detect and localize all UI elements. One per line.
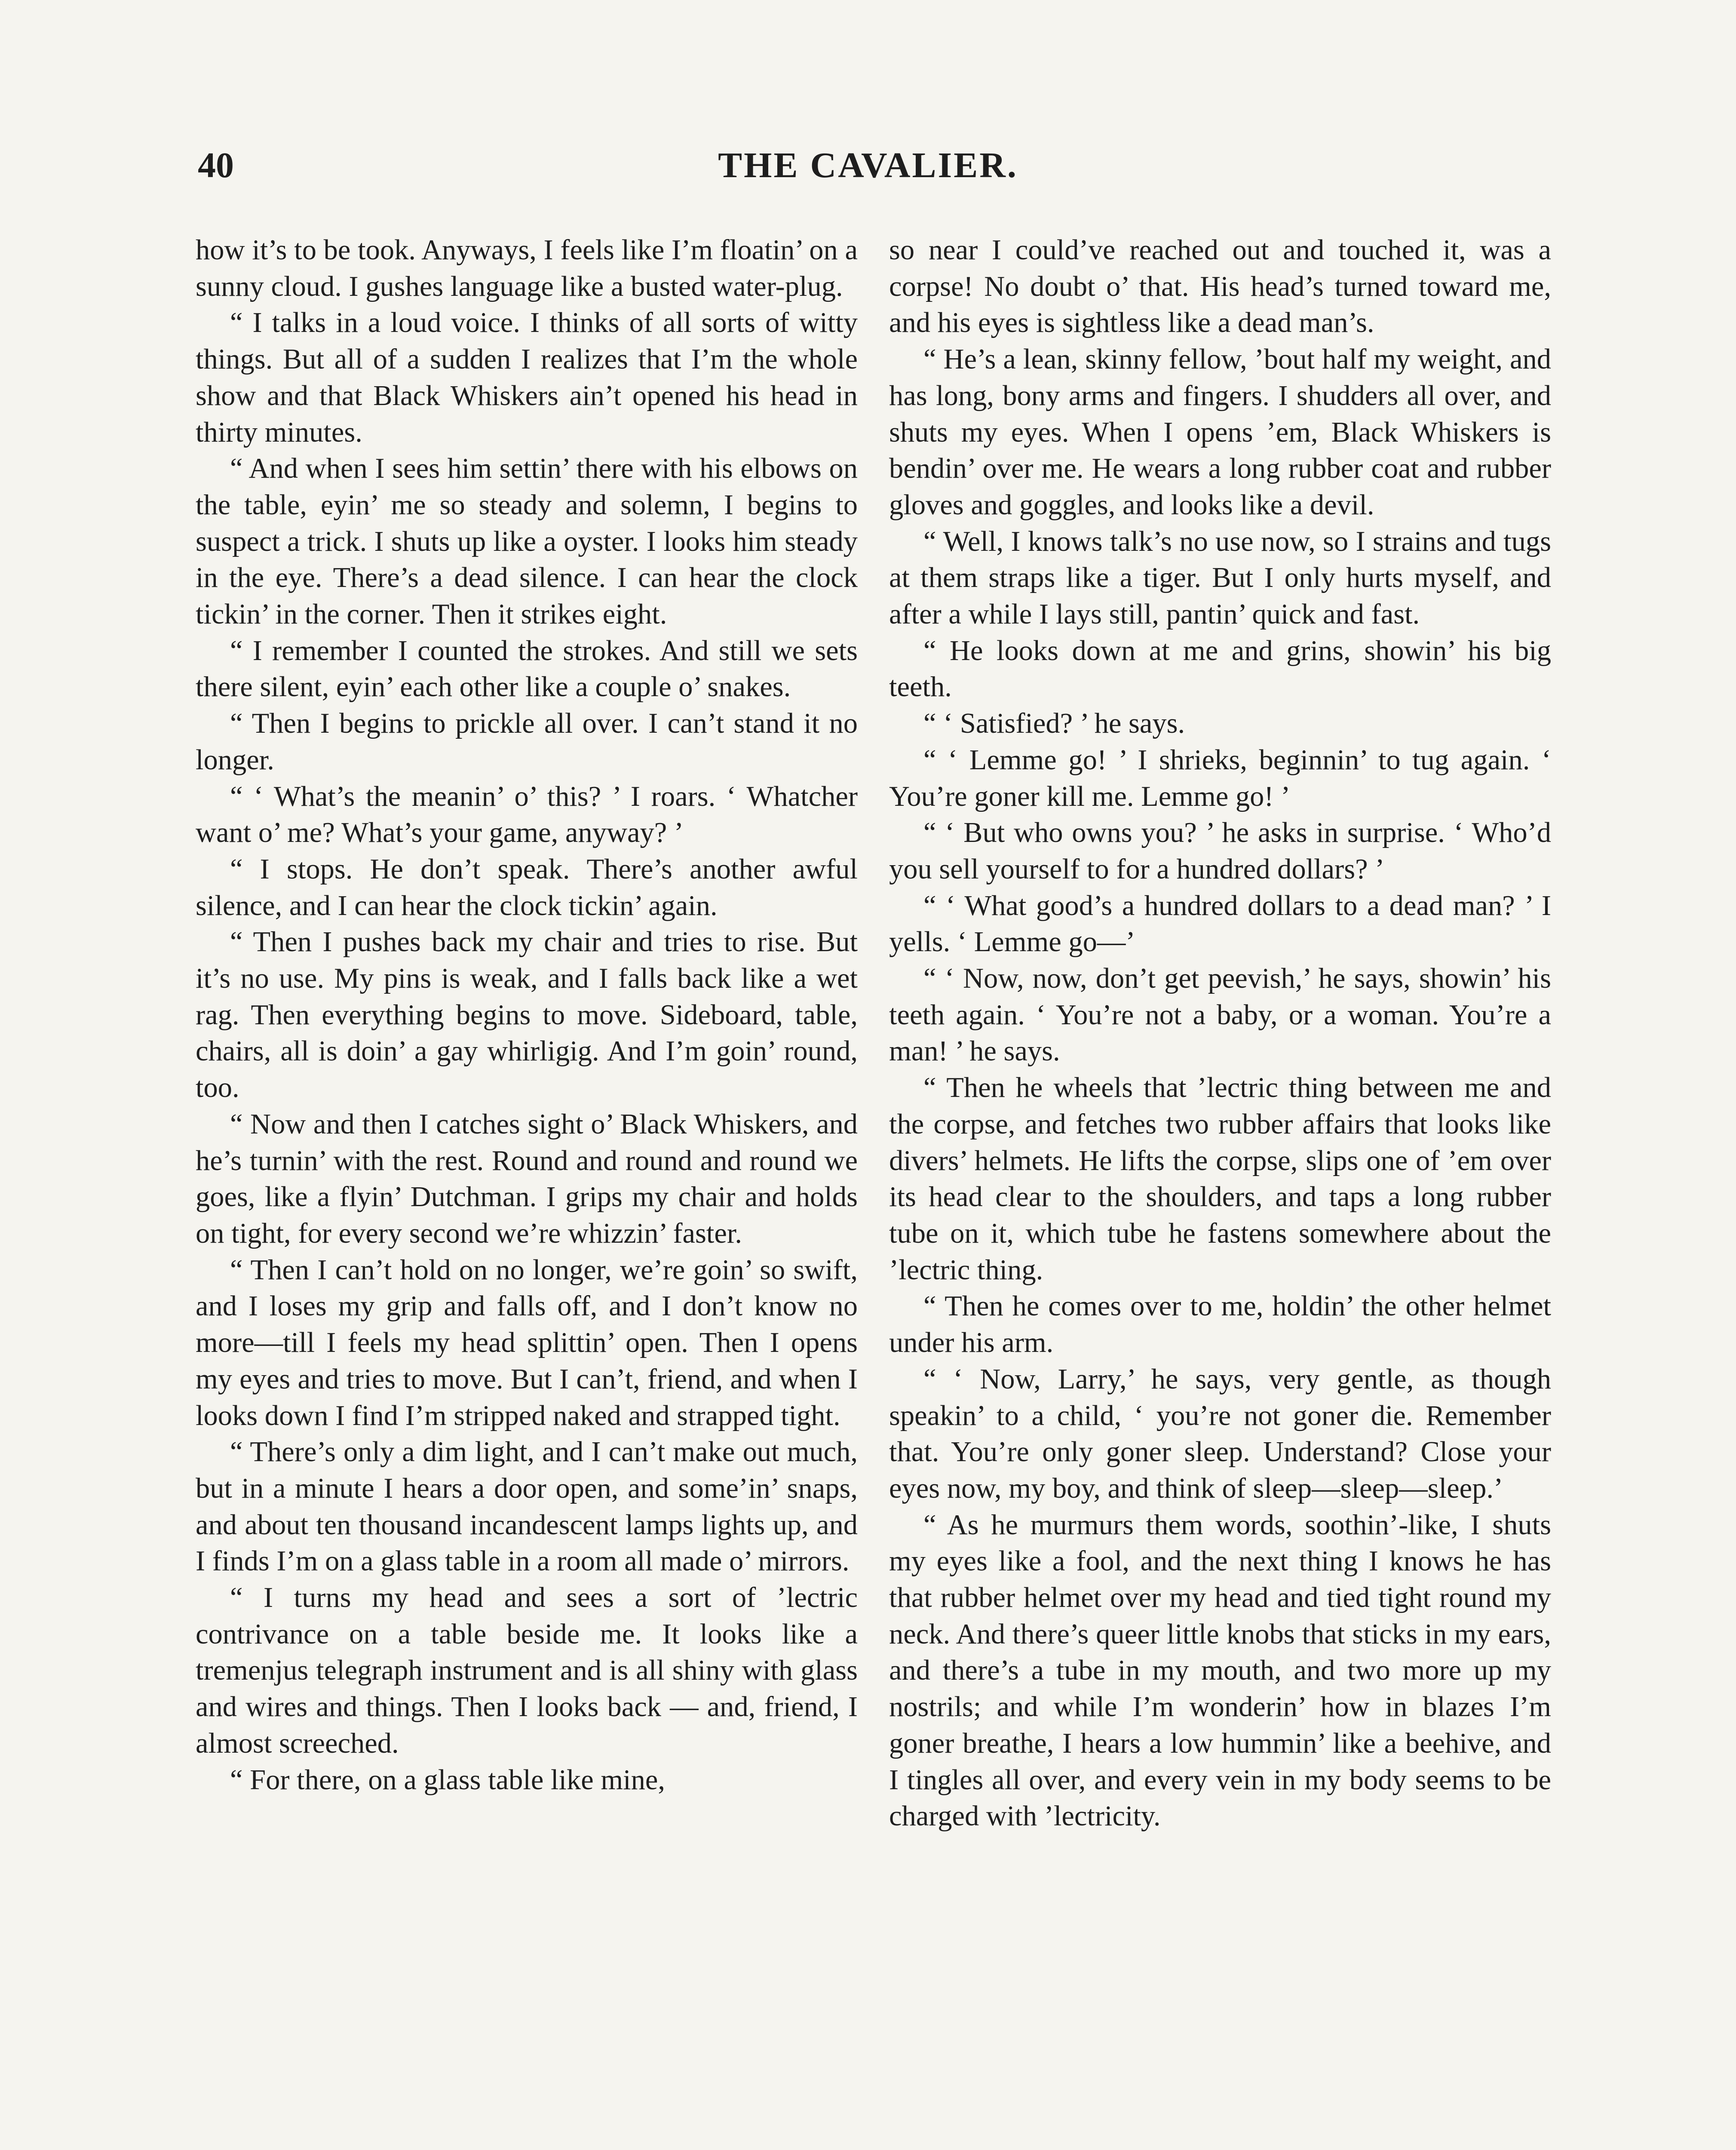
paragraph: “ I remember I counted the strokes. And still we sets there silent, eyin’ each other like a couple o’ snakes. xyxy=(196,635,858,703)
page-header xyxy=(198,142,1538,189)
paragraph: “ I talks in a loud voice. I thinks of all sorts of witty things. But all of a sudden I realizes that I’m the whole show and that Black Whiskers ain’t opened his head in thirty minutes. xyxy=(196,307,858,448)
paragraph: “ ‘ Now, now, don’t get peevish,’ he says, showin’ his teeth again. ‘ You’re not a baby, or a woman. You’re a man! ’ he says. xyxy=(889,963,1551,1067)
paragraph: “ Then he wheels that ’lectric thing between me and the corpse, and fetches two rubber affairs that looks like divers’ helmets. He lifts the corpse, slips one of ’em over its head clear to the shoulders, and taps a long rubber tube on it, which tube he fastens somewhere about the ’lectric thing. xyxy=(889,1072,1551,1286)
paragraph: “ ‘ Satisfied? ’ he says. xyxy=(923,708,1185,740)
page-number: 40 xyxy=(198,145,234,185)
paragraph: “ Then I pushes back my chair and tries to rise. But it’s no use. My pins is weak, and I falls back like a wet rag. Then everything begins to move. Sideboard, table, chairs, all is doin’ a gay whirligig. And I’m goin’ round, too. xyxy=(196,926,858,1104)
paragraph: so near I could’ve reached out and touched it, was a corpse! No doubt o’ that. His head’s turned toward me, and his eyes is sightless like a dead man’s. xyxy=(889,234,1551,339)
paragraph: “ Then I begins to prickle all over. I can’t stand it no longer. xyxy=(196,708,858,776)
paragraph: “ For there, on a glass table like mine, xyxy=(230,1764,665,1796)
right-text-column xyxy=(889,232,1551,1835)
paragraph: “ And when I sees him settin’ there with his elbows on the table, eyin’ me so steady and solemn, I begins to suspect a trick. I shuts up like a oyster. I looks him steady in the eye. There’s a dead silence. I can hear the clock tickin’ in the corner. Then it strikes eight. xyxy=(196,453,858,630)
paragraph: “ ‘ What good’s a hundred dollars to a dead man? ’ I yells. ‘ Lemme go—’ xyxy=(889,890,1551,958)
paragraph: “ As he murmurs them words, soothin’-like, I shuts my eyes like a fool, and the next thing I knows he has that rubber helmet over my head and tied tight round my neck. And there’s queer little knobs that sticks in my ears, and there’s a tube in my mouth, and two more up my nostrils; and while I’m wonderin’ how in blazes I’m goner breathe, I hears a low hummin’ like a beehive, and I tingles all over, and every vein in my body seems to be charged with ’lectricity. xyxy=(889,1509,1551,1832)
paragraph: “ ‘ Lemme go! ’ I shrieks, beginnin’ to tug again. ‘ You’re goner kill me. Lemme go! ’ xyxy=(889,744,1551,812)
running-title: THE CAVALIER. xyxy=(718,145,1018,185)
paragraph: how it’s to be took. Anyways, I feels like I’m floatin’ on a sunny cloud. I gushes language like a busted water-plug. xyxy=(196,234,858,302)
paragraph: “ Then I can’t hold on no longer, we’re goin’ so swift, and I loses my grip and falls off, and I don’t know no more—till I feels my head splittin’ open. Then I opens my eyes and tries to move. But I can’t, friend, and when I looks down I find I’m stripped naked and strapped tight. xyxy=(196,1254,858,1431)
paragraph: “ Now and then I catches sight o’ Black Whiskers, and he’s turnin’ with the rest. Round and round and round we goes, like a flyin’ Dutchman. I grips my chair and holds on tight, for every second we’re whizzin’ faster. xyxy=(196,1108,858,1249)
paragraph: “ He’s a lean, skinny fellow, ’bout half my weight, and has long, bony arms and fingers. I shudders all over, and shuts my eyes. When I opens ’em, Black Whiskers is bendin’ over me. He wears a long rubber coat and rubber gloves and goggles, and looks like a devil. xyxy=(889,344,1551,521)
paragraph: “ There’s only a dim light, and I can’t make out much, but in a minute I hears a door open, and some’in’ snaps, and about ten thousand incandescent lamps lights up, and I finds I’m on a glass table in a room all made o’ mirrors. xyxy=(196,1436,858,1577)
paragraph: “ ‘ Now, Larry,’ he says, very gentle, as though speakin’ to a child, ‘ you’re not goner die. Remember that. You’re only goner sleep. Understand? Close your eyes now, my boy, and think of sleep—sleep—sleep.’ xyxy=(889,1363,1551,1504)
paragraph: “ Then he comes over to me, holdin’ the other helmet under his arm. xyxy=(889,1290,1551,1359)
paragraph: “ ‘ What’s the meanin’ o’ this? ’ I roars. ‘ Whatcher want o’ me? What’s your game, anyway? ’ xyxy=(196,780,858,849)
paragraph: “ ‘ But who owns you? ’ he asks in surprise. ‘ Who’d you sell yourself to for a hundred dollars? ’ xyxy=(889,817,1551,885)
paragraph: “ I turns my head and sees a sort of ’lectric contrivance on a table beside me. It looks like a tremenjus telegraph instrument and is all shiny with glass and wires and things. Then I looks back — and, friend, I almost screeched. xyxy=(196,1582,858,1759)
paragraph: “ Well, I knows talk’s no use now, so I strains and tugs at them straps like a tiger. But I only hurts myself, and after a while I lays still, pantin’ quick and fast. xyxy=(889,525,1551,630)
paragraph: “ I stops. He don’t speak. There’s another awful silence, and I can hear the clock tickin’ again. xyxy=(196,853,858,921)
paragraph: “ He looks down at me and grins, showin’ his big teeth. xyxy=(889,635,1551,703)
left-text-column xyxy=(196,232,858,1798)
